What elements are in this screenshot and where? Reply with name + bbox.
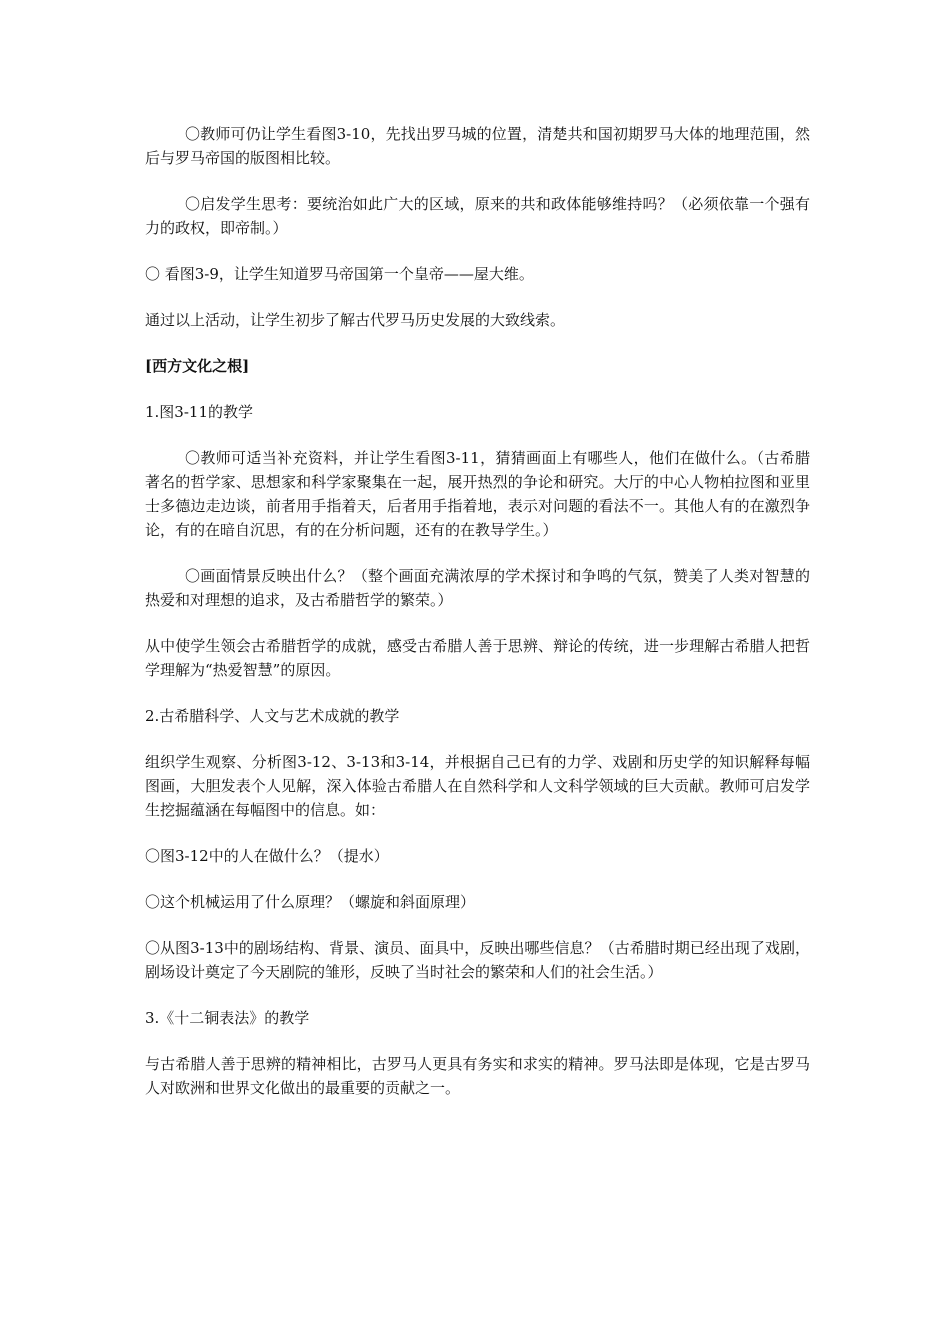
paragraph-scene-reflection: 〇画面情景反映出什么？（整个画面充满浓厚的学术探讨和争鸣的气氛，赞美了人类对智慧的热爱和对理想的追求，及古希腊哲学的繁荣。） <box>145 567 810 609</box>
paragraph-philosophy: 从中使学生领会古希腊哲学的成就，感受古希腊人善于思辨、辩论的传统，进一步理解古希腊人把哲学理解为“热爱智慧”的原因。 <box>145 637 810 679</box>
paragraph-observe-figures: 组织学生观察、分析图3-12、3-13和3-14，并根据自己已有的力学、戏剧和历史学的知识解释每幅图画，大胆发表个人见解，深入体验古希腊人在自然科学和人文科学领域的巨大贡献。教师可启发学生挖掘蕴涵在每幅图中的信息。如： <box>145 753 810 819</box>
document-page <box>145 122 810 1122</box>
subheading-3: 3.《十二铜表法》的教学 <box>145 1009 310 1027</box>
paragraph-question-3: 〇从图3-13中的剧场结构、背景、演员、面具中，反映出哪些信息？（古希腊时期已经出现了戏剧，剧场设计奠定了今天剧院的雏形，反映了当时社会的繁荣和人们的社会生活。） <box>145 939 810 981</box>
section-heading: [西方文化之根] <box>145 357 250 375</box>
paragraph-think-question: 〇启发学生思考：要统治如此广大的区域，原来的共和政体能够维持吗？（必须依靠一个强有力的政权，即帝制。） <box>145 195 810 237</box>
paragraph-question-1: 〇图3-12中的人在做什么？（提水） <box>145 847 389 865</box>
paragraph-map-comparison: 〇教师可仍让学生看图3-10，先找出罗马城的位置，清楚共和国初期罗马大体的地理范围，然后与罗马帝国的版图相比较。 <box>145 125 810 167</box>
paragraph-question-2: 〇这个机械运用了什么原理？（螺旋和斜面原理） <box>145 893 476 911</box>
paragraph-roman-law: 与古希腊人善于思辨的精神相比，古罗马人更具有务实和求实的精神。罗马法即是体现，它是古罗马人对欧洲和世界文化做出的最重要的贡献之一。 <box>145 1055 810 1097</box>
paragraph-first-emperor: 〇 看图3-9，让学生知道罗马帝国第一个皇帝——屋大维。 <box>145 265 534 283</box>
subheading-1: 1.图3-11的教学 <box>145 403 254 421</box>
subheading-2: 2.古希腊科学、人文与艺术成就的教学 <box>145 707 400 725</box>
paragraph-figure-3-11: 〇教师可适当补充资料，并让学生看图3-11，猜猜画面上有哪些人，他们在做什么。（古希腊著名的哲学家、思想家和科学家聚集在一起，展开热烈的争论和研究。大厅的中心人物柏拉图和亚里士多德边走边谈，前者用手指着天，后者用手指着地，表示对问题的看法不一。其他人有的在激烈争论，有的在暗自沉思，有的在分析问题，还有的在教导学生。） <box>145 449 810 539</box>
paragraph-summary: 通过以上活动，让学生初步了解古代罗马历史发展的大致线索。 <box>145 311 566 329</box>
